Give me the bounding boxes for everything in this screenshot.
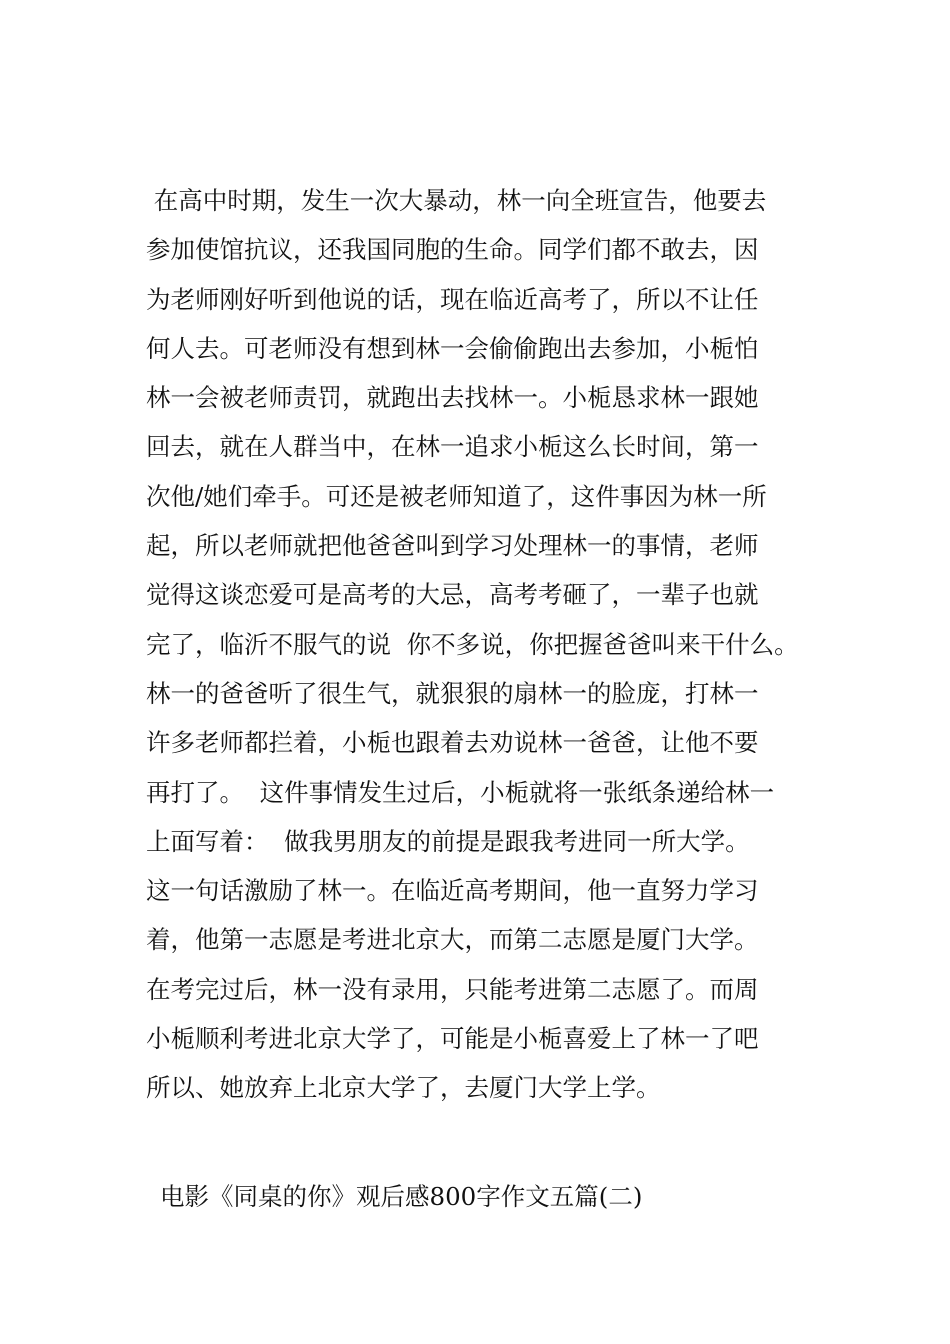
text-line: 许多老师都拦着，小栀也跟着去劝说林一爸爸，让他不要	[146, 728, 759, 758]
body-paragraph	[146, 176, 846, 1113]
text-line: 所以、她放弃上北京大学了，去厦门大学上学。	[146, 1073, 661, 1103]
text-line: 林一的爸爸听了很生气，就狠狠的扇林一的脸庞，打林一	[146, 678, 759, 708]
text-line: 何人去。可老师没有想到林一会偷偷跑出去参加，小栀怕	[146, 333, 759, 363]
text-line: 着，他第一志愿是考进北京大，而第二志愿是厦门大学。	[146, 925, 759, 955]
text-line: 林一会被老师责罚，就跑出去找林一。小栀恳求林一跟她	[146, 383, 759, 413]
text-line: 次他/她们牵手。可还是被老师知道了，这件事因为林一所	[146, 481, 767, 511]
text-line: 小栀顺利考进北京大学了，可能是小栀喜爱上了林一了吧	[146, 1024, 759, 1054]
text-line: 觉得这谈恋爱可是高考的大忌，高考考砸了，一辈子也就	[146, 580, 759, 610]
text-line: 这一句话激励了林一。在临近高考期间，他一直努力学习	[146, 876, 759, 906]
text-line: 参加使馆抗议，还我国同胞的生命。同学们都不敢去，因	[146, 235, 759, 265]
text-line: 为老师刚好听到他说的话，现在临近高考了，所以不让任	[146, 284, 759, 314]
text-line: 起，所以老师就把他爸爸叫到学习处理林一的事情，老师	[146, 531, 759, 561]
text-line: 在考完过后，林一没有录用，只能考进第二志愿了。而周	[146, 974, 759, 1004]
text-line: 完了，临沂不服气的说 你不多说，你把握爸爸叫来干什么。	[146, 629, 799, 659]
text-line: 再打了。 这件事情发生过后，小栀就将一张纸条递给林一	[146, 777, 775, 807]
section-heading: 电影《同桌的你》观后感800字作文五篇(二)	[160, 1182, 643, 1211]
text-line: 上面写着： 做我男朋友的前提是跟我考进同一所大学。	[146, 826, 750, 856]
text-line: 回去，就在人群当中，在林一追求小栀这么长时间，第一	[146, 432, 759, 462]
text-line: 在高中时期，发生一次大暴动，林一向全班宣告，他要去	[146, 186, 767, 215]
